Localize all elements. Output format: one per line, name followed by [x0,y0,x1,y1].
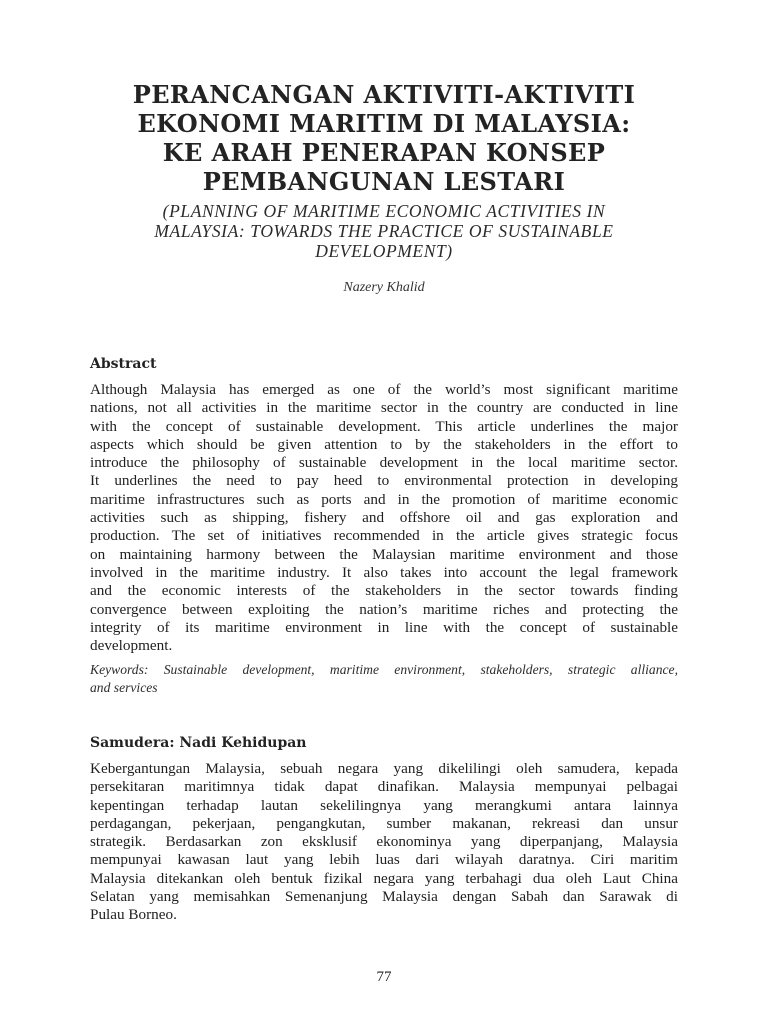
title-line: KE ARAH PENERAPAN KONSEP [162,138,606,167]
paragraph-line: involved in the maritime industry. It also takes into account the legal framework [90,563,678,581]
paragraph-line: Selatan yang memisahkan Semenanjung Malaysia dengan Sabah dan Sarawak di [90,888,678,906]
subtitle-line: (PLANNING OF MARITIME ECONOMIC ACTIVITIES IN [162,201,606,221]
article-subtitle [60,201,708,261]
paragraph-line: maritime infrastructures such as ports and in the promotion of maritime economic [90,490,678,508]
abstract-heading: Abstract [90,356,157,372]
section-paragraph [90,760,678,925]
paragraph-line: introduce the philosophy of sustainable development in the local maritime sector. [90,454,678,472]
paragraph-line: production. The set of initiatives recommended in the article gives strategic focus [90,527,678,545]
paragraph-line: development. [90,637,173,655]
article-title [60,80,708,196]
paragraph-line: and the economic interests of the stakeholders in the sector towards finding [90,582,678,600]
section-heading: Samudera: Nadi Kehidupan [90,735,307,751]
paragraph-line: integrity of its maritime environment in line with the concept of sustainable [90,618,678,636]
keywords-paragraph [90,661,678,696]
paragraph-line: perdagangan, pekerjaan, pengangkutan, sumber makanan, rekreasi dan unsur [90,814,678,832]
paragraph-line: persekitaran maritimnya tidak dapat dinafikan. Malaysia mempunyai pelbagai [90,778,678,796]
title-line: EKONOMI MARITIM DI MALAYSIA: [137,109,631,138]
abstract-paragraph [90,381,678,655]
paragraph-line: activities such as shipping, fishery and offshore oil and gas exploration and [90,509,678,527]
keywords-line: and services [90,679,158,695]
paragraph-line: Pulau Borneo. [90,906,177,924]
paragraph-line: nations, not all activities in the maritime sector in the country are conducted in line [90,399,678,417]
paragraph-line: strategik. Berdasarkan zon eksklusif ekonominya yang diperpanjang, Malaysia [90,833,678,851]
paragraph-line: Malaysia ditekankan oleh bentuk fizikal negara yang terbahagi dua oleh Laut China [90,869,678,887]
paragraph-line: mempunyai kawasan laut yang lebih luas dari wilayah daratnya. Ciri maritim [90,851,678,869]
title-line: PERANCANGAN AKTIVITI-AKTIVITI [132,80,636,109]
subtitle-line: MALAYSIA: TOWARDS THE PRACTICE OF SUSTAINABLE [154,221,614,241]
keywords-line: Keywords: Sustainable development, maritime environment, stakeholders, strategic alliance, [90,662,678,677]
subtitle-line: DEVELOPMENT) [315,241,453,261]
paragraph-line: convergence between exploiting the nation’s maritime riches and protecting the [90,600,678,618]
page-number: 77 [376,969,392,985]
paragraph-line: Kebergantungan Malaysia, sebuah negara yang dikelilingi oleh samudera, kepada [90,760,678,777]
author-name: Nazery Khalid [343,280,425,295]
title-line: PEMBANGUNAN LESTARI [202,167,566,196]
paragraph-line: Although Malaysia has emerged as one of the world’s most significant maritime [90,381,678,398]
paragraph-line: It underlines the need to pay heed to environmental protection in developing [90,472,678,490]
paragraph-line: aspects which should be given attention to by the stakeholders in the effort to [90,435,678,453]
paragraph-line: with the concept of sustainable development. This article underlines the major [90,417,678,435]
paragraph-line: on maintaining harmony between the Malaysian maritime environment and those [90,545,678,563]
paragraph-line: kepentingan terhadap lautan sekelilingnya yang merangkumi antara lainnya [90,796,678,814]
